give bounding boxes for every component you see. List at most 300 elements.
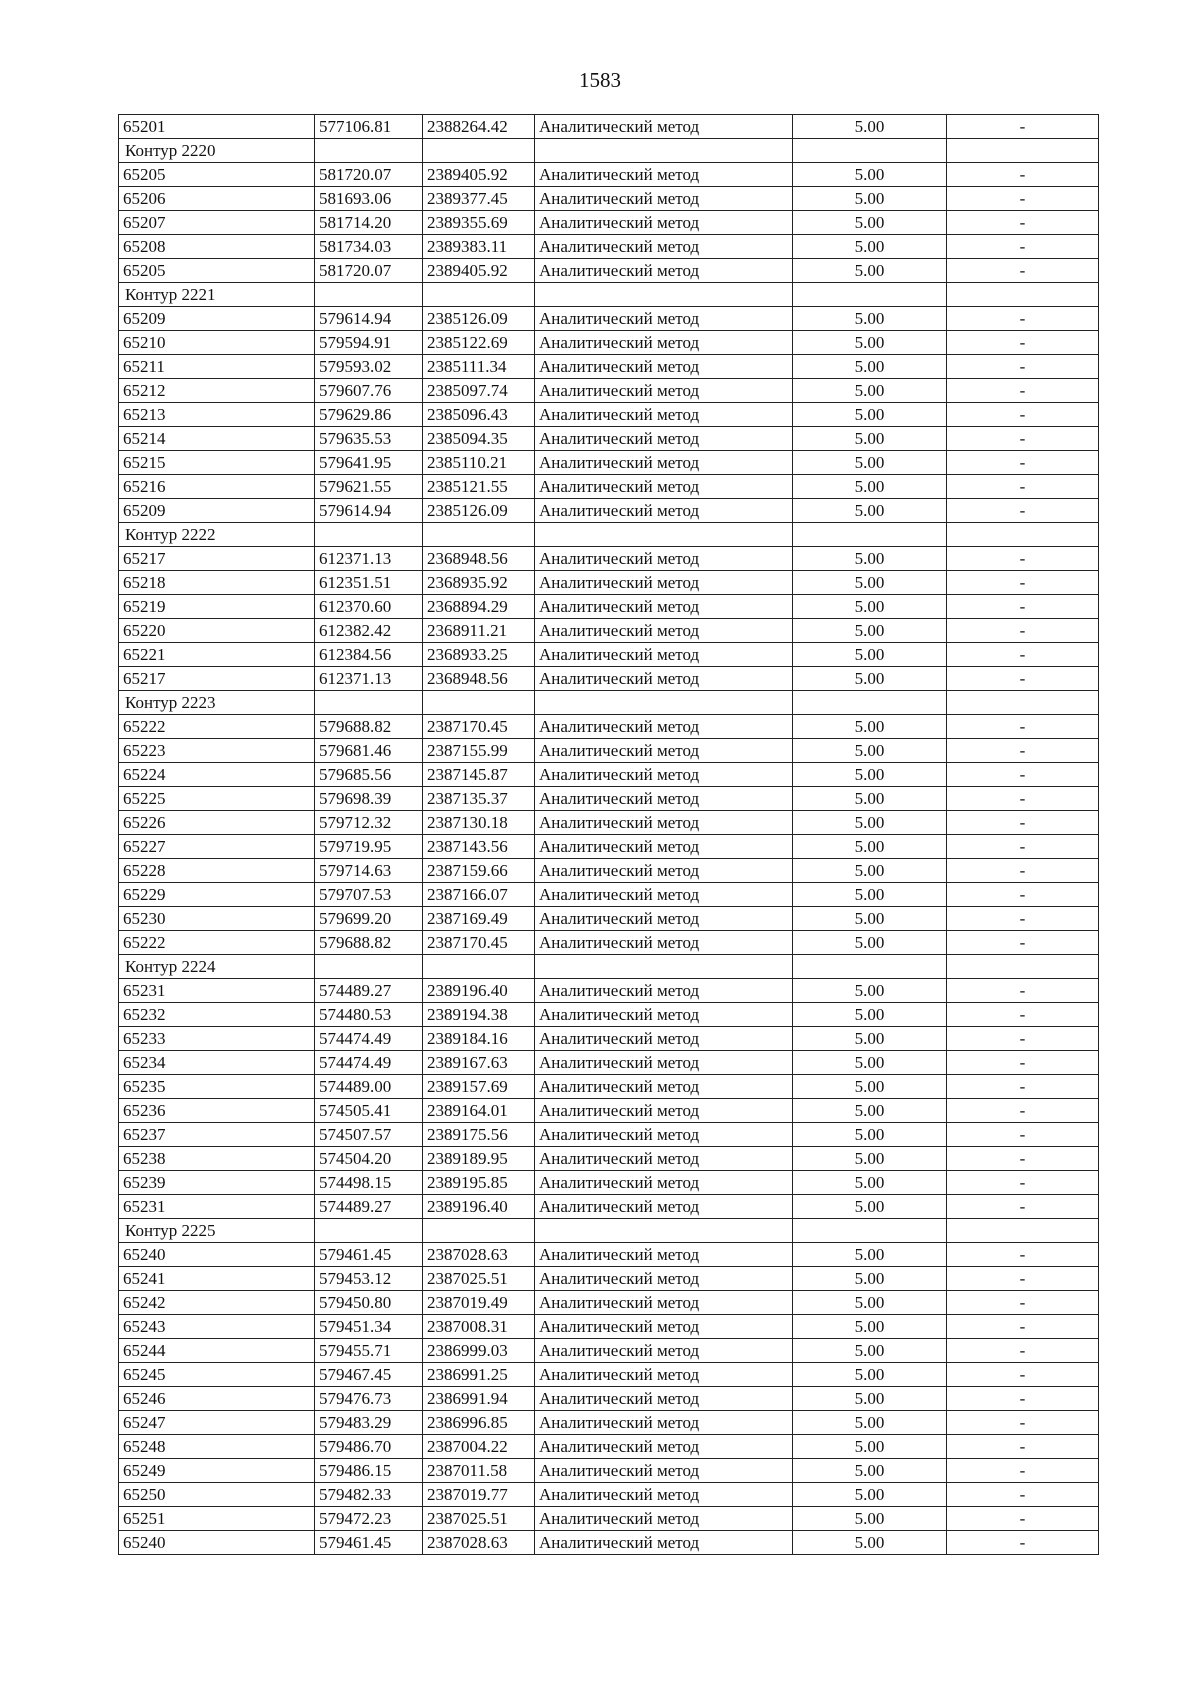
note-cell: - [947, 835, 1099, 859]
y-coordinate-cell: 2385096.43 [423, 403, 535, 427]
error-cell: 5.00 [793, 859, 947, 883]
method-cell: Аналитический метод [535, 355, 793, 379]
error-cell: 5.00 [793, 1339, 947, 1363]
point-id-cell: 65205 [119, 259, 315, 283]
contour-header-row [119, 523, 1099, 547]
note-cell: - [947, 1075, 1099, 1099]
y-coordinate-cell: 2389377.45 [423, 187, 535, 211]
method-cell: Аналитический метод [535, 763, 793, 787]
note-cell: - [947, 211, 1099, 235]
note-cell: - [947, 451, 1099, 475]
x-coordinate-cell: 579483.29 [315, 1411, 423, 1435]
x-coordinate-cell: 579719.95 [315, 835, 423, 859]
method-cell: Аналитический метод [535, 1099, 793, 1123]
y-coordinate-cell: 2387019.49 [423, 1291, 535, 1315]
x-coordinate-cell: 579688.82 [315, 715, 423, 739]
contour-header-row [119, 139, 1099, 163]
error-cell: 5.00 [793, 547, 947, 571]
table-row [119, 739, 1099, 763]
error-cell: 5.00 [793, 739, 947, 763]
method-cell: Аналитический метод [535, 571, 793, 595]
empty-cell [947, 955, 1099, 979]
table-row [119, 595, 1099, 619]
empty-cell [793, 283, 947, 307]
method-cell: Аналитический метод [535, 883, 793, 907]
contour-label: Контур 2221 [119, 283, 315, 307]
point-id-cell: 65217 [119, 547, 315, 571]
table-row [119, 1531, 1099, 1555]
table-row [119, 571, 1099, 595]
error-cell: 5.00 [793, 379, 947, 403]
method-cell: Аналитический метод [535, 811, 793, 835]
x-coordinate-cell: 574498.15 [315, 1171, 423, 1195]
error-cell: 5.00 [793, 1387, 947, 1411]
y-coordinate-cell: 2387155.99 [423, 739, 535, 763]
method-cell: Аналитический метод [535, 1267, 793, 1291]
method-cell: Аналитический метод [535, 835, 793, 859]
table-row [119, 667, 1099, 691]
error-cell: 5.00 [793, 331, 947, 355]
x-coordinate-cell: 579614.94 [315, 307, 423, 331]
error-cell: 5.00 [793, 1291, 947, 1315]
contour-label: Контур 2224 [119, 955, 315, 979]
y-coordinate-cell: 2385110.21 [423, 451, 535, 475]
y-coordinate-cell: 2389196.40 [423, 1195, 535, 1219]
x-coordinate-cell: 579712.32 [315, 811, 423, 835]
note-cell: - [947, 427, 1099, 451]
note-cell: - [947, 595, 1099, 619]
point-id-cell: 65236 [119, 1099, 315, 1123]
note-cell: - [947, 235, 1099, 259]
y-coordinate-cell: 2387135.37 [423, 787, 535, 811]
x-coordinate-cell: 612382.42 [315, 619, 423, 643]
error-cell: 5.00 [793, 1003, 947, 1027]
y-coordinate-cell: 2387008.31 [423, 1315, 535, 1339]
y-coordinate-cell: 2368948.56 [423, 667, 535, 691]
table-row [119, 715, 1099, 739]
empty-cell [315, 283, 423, 307]
table-row [119, 1147, 1099, 1171]
error-cell: 5.00 [793, 1051, 947, 1075]
note-cell: - [947, 979, 1099, 1003]
empty-cell [423, 523, 535, 547]
table-row [119, 235, 1099, 259]
empty-cell [315, 691, 423, 715]
x-coordinate-cell: 581720.07 [315, 259, 423, 283]
contour-label: Контур 2220 [119, 139, 315, 163]
note-cell: - [947, 883, 1099, 907]
error-cell: 5.00 [793, 307, 947, 331]
table-row [119, 979, 1099, 1003]
x-coordinate-cell: 579593.02 [315, 355, 423, 379]
point-id-cell: 65226 [119, 811, 315, 835]
empty-cell [535, 691, 793, 715]
x-coordinate-cell: 579635.53 [315, 427, 423, 451]
x-coordinate-cell: 581693.06 [315, 187, 423, 211]
error-cell: 5.00 [793, 931, 947, 955]
method-cell: Аналитический метод [535, 1075, 793, 1099]
empty-cell [423, 691, 535, 715]
empty-cell [315, 955, 423, 979]
error-cell: 5.00 [793, 811, 947, 835]
x-coordinate-cell: 579461.45 [315, 1243, 423, 1267]
error-cell: 5.00 [793, 619, 947, 643]
empty-cell [535, 955, 793, 979]
point-id-cell: 65217 [119, 667, 315, 691]
empty-cell [793, 139, 947, 163]
method-cell: Аналитический метод [535, 403, 793, 427]
point-id-cell: 65230 [119, 907, 315, 931]
empty-cell [423, 1219, 535, 1243]
y-coordinate-cell: 2389405.92 [423, 259, 535, 283]
x-coordinate-cell: 581714.20 [315, 211, 423, 235]
x-coordinate-cell: 579594.91 [315, 331, 423, 355]
table-row [119, 1123, 1099, 1147]
empty-cell [535, 523, 793, 547]
method-cell: Аналитический метод [535, 643, 793, 667]
note-cell: - [947, 1507, 1099, 1531]
empty-cell [793, 955, 947, 979]
error-cell: 5.00 [793, 763, 947, 787]
table-row [119, 1027, 1099, 1051]
error-cell: 5.00 [793, 1315, 947, 1339]
note-cell: - [947, 1267, 1099, 1291]
table-row [119, 1459, 1099, 1483]
note-cell: - [947, 499, 1099, 523]
x-coordinate-cell: 574507.57 [315, 1123, 423, 1147]
table-row [119, 931, 1099, 955]
y-coordinate-cell: 2385111.34 [423, 355, 535, 379]
x-coordinate-cell: 579486.70 [315, 1435, 423, 1459]
note-cell: - [947, 571, 1099, 595]
table-row [119, 163, 1099, 187]
x-coordinate-cell: 579699.20 [315, 907, 423, 931]
empty-cell [423, 139, 535, 163]
error-cell: 5.00 [793, 667, 947, 691]
x-coordinate-cell: 579461.45 [315, 1531, 423, 1555]
error-cell: 5.00 [793, 643, 947, 667]
empty-cell [315, 1219, 423, 1243]
x-coordinate-cell: 574480.53 [315, 1003, 423, 1027]
table-row [119, 379, 1099, 403]
note-cell: - [947, 331, 1099, 355]
point-id-cell: 65219 [119, 595, 315, 619]
error-cell: 5.00 [793, 1147, 947, 1171]
note-cell: - [947, 1435, 1099, 1459]
point-id-cell: 65213 [119, 403, 315, 427]
y-coordinate-cell: 2387028.63 [423, 1243, 535, 1267]
note-cell: - [947, 403, 1099, 427]
point-id-cell: 65242 [119, 1291, 315, 1315]
x-coordinate-cell: 574489.00 [315, 1075, 423, 1099]
y-coordinate-cell: 2389164.01 [423, 1099, 535, 1123]
table-row [119, 1267, 1099, 1291]
point-id-cell: 65216 [119, 475, 315, 499]
point-id-cell: 65209 [119, 499, 315, 523]
x-coordinate-cell: 574474.49 [315, 1027, 423, 1051]
error-cell: 5.00 [793, 835, 947, 859]
table-row [119, 811, 1099, 835]
contour-header-row [119, 283, 1099, 307]
point-id-cell: 65237 [119, 1123, 315, 1147]
contour-label: Контур 2223 [119, 691, 315, 715]
method-cell: Аналитический метод [535, 1387, 793, 1411]
table-row [119, 427, 1099, 451]
y-coordinate-cell: 2387159.66 [423, 859, 535, 883]
method-cell: Аналитический метод [535, 739, 793, 763]
method-cell: Аналитический метод [535, 1459, 793, 1483]
point-id-cell: 65245 [119, 1363, 315, 1387]
empty-cell [315, 523, 423, 547]
error-cell: 5.00 [793, 1363, 947, 1387]
note-cell: - [947, 1003, 1099, 1027]
point-id-cell: 65221 [119, 643, 315, 667]
x-coordinate-cell: 579714.63 [315, 859, 423, 883]
error-cell: 5.00 [793, 1027, 947, 1051]
method-cell: Аналитический метод [535, 1123, 793, 1147]
x-coordinate-cell: 579486.15 [315, 1459, 423, 1483]
empty-cell [947, 691, 1099, 715]
point-id-cell: 65250 [119, 1483, 315, 1507]
y-coordinate-cell: 2387166.07 [423, 883, 535, 907]
point-id-cell: 65224 [119, 763, 315, 787]
y-coordinate-cell: 2389184.16 [423, 1027, 535, 1051]
method-cell: Аналитический метод [535, 931, 793, 955]
point-id-cell: 65248 [119, 1435, 315, 1459]
y-coordinate-cell: 2387170.45 [423, 715, 535, 739]
point-id-cell: 65222 [119, 715, 315, 739]
note-cell: - [947, 1339, 1099, 1363]
table-row [119, 403, 1099, 427]
x-coordinate-cell: 581720.07 [315, 163, 423, 187]
method-cell: Аналитический метод [535, 1339, 793, 1363]
x-coordinate-cell: 579607.76 [315, 379, 423, 403]
point-id-cell: 65251 [119, 1507, 315, 1531]
point-id-cell: 65241 [119, 1267, 315, 1291]
error-cell: 5.00 [793, 1435, 947, 1459]
point-id-cell: 65206 [119, 187, 315, 211]
note-cell: - [947, 1195, 1099, 1219]
point-id-cell: 65223 [119, 739, 315, 763]
coordinates-table-body [119, 115, 1099, 1555]
y-coordinate-cell: 2385122.69 [423, 331, 535, 355]
method-cell: Аналитический метод [535, 1051, 793, 1075]
note-cell: - [947, 1291, 1099, 1315]
point-id-cell: 65214 [119, 427, 315, 451]
table-row [119, 115, 1099, 139]
y-coordinate-cell: 2387025.51 [423, 1507, 535, 1531]
method-cell: Аналитический метод [535, 211, 793, 235]
table-row [119, 883, 1099, 907]
note-cell: - [947, 355, 1099, 379]
error-cell: 5.00 [793, 499, 947, 523]
x-coordinate-cell: 577106.81 [315, 115, 423, 139]
x-coordinate-cell: 579681.46 [315, 739, 423, 763]
error-cell: 5.00 [793, 1267, 947, 1291]
x-coordinate-cell: 612370.60 [315, 595, 423, 619]
error-cell: 5.00 [793, 115, 947, 139]
y-coordinate-cell: 2385121.55 [423, 475, 535, 499]
contour-header-row [119, 691, 1099, 715]
table-row [119, 787, 1099, 811]
table-row [119, 907, 1099, 931]
point-id-cell: 65209 [119, 307, 315, 331]
method-cell: Аналитический метод [535, 1003, 793, 1027]
method-cell: Аналитический метод [535, 1411, 793, 1435]
x-coordinate-cell: 579467.45 [315, 1363, 423, 1387]
x-coordinate-cell: 579641.95 [315, 451, 423, 475]
point-id-cell: 65201 [119, 115, 315, 139]
error-cell: 5.00 [793, 595, 947, 619]
y-coordinate-cell: 2368933.25 [423, 643, 535, 667]
x-coordinate-cell: 579685.56 [315, 763, 423, 787]
y-coordinate-cell: 2389383.11 [423, 235, 535, 259]
y-coordinate-cell: 2368911.21 [423, 619, 535, 643]
point-id-cell: 65235 [119, 1075, 315, 1099]
error-cell: 5.00 [793, 787, 947, 811]
method-cell: Аналитический метод [535, 1315, 793, 1339]
note-cell: - [947, 307, 1099, 331]
method-cell: Аналитический метод [535, 1171, 793, 1195]
contour-header-row [119, 955, 1099, 979]
error-cell: 5.00 [793, 1507, 947, 1531]
point-id-cell: 65234 [119, 1051, 315, 1075]
error-cell: 5.00 [793, 1243, 947, 1267]
error-cell: 5.00 [793, 403, 947, 427]
error-cell: 5.00 [793, 1075, 947, 1099]
method-cell: Аналитический метод [535, 115, 793, 139]
method-cell: Аналитический метод [535, 907, 793, 931]
error-cell: 5.00 [793, 259, 947, 283]
table-row [119, 355, 1099, 379]
note-cell: - [947, 619, 1099, 643]
error-cell: 5.00 [793, 1171, 947, 1195]
note-cell: - [947, 643, 1099, 667]
note-cell: - [947, 1531, 1099, 1555]
method-cell: Аналитический метод [535, 475, 793, 499]
note-cell: - [947, 1243, 1099, 1267]
x-coordinate-cell: 579450.80 [315, 1291, 423, 1315]
y-coordinate-cell: 2387130.18 [423, 811, 535, 835]
note-cell: - [947, 1483, 1099, 1507]
note-cell: - [947, 667, 1099, 691]
note-cell: - [947, 1315, 1099, 1339]
point-id-cell: 65228 [119, 859, 315, 883]
x-coordinate-cell: 612371.13 [315, 667, 423, 691]
empty-cell [793, 523, 947, 547]
point-id-cell: 65229 [119, 883, 315, 907]
x-coordinate-cell: 579621.55 [315, 475, 423, 499]
note-cell: - [947, 379, 1099, 403]
method-cell: Аналитический метод [535, 619, 793, 643]
y-coordinate-cell: 2389167.63 [423, 1051, 535, 1075]
table-row [119, 451, 1099, 475]
x-coordinate-cell: 612384.56 [315, 643, 423, 667]
point-id-cell: 65222 [119, 931, 315, 955]
error-cell: 5.00 [793, 715, 947, 739]
note-cell: - [947, 475, 1099, 499]
error-cell: 5.00 [793, 475, 947, 499]
y-coordinate-cell: 2385094.35 [423, 427, 535, 451]
error-cell: 5.00 [793, 163, 947, 187]
note-cell: - [947, 1147, 1099, 1171]
x-coordinate-cell: 574504.20 [315, 1147, 423, 1171]
empty-cell [947, 523, 1099, 547]
table-row [119, 1339, 1099, 1363]
y-coordinate-cell: 2389157.69 [423, 1075, 535, 1099]
point-id-cell: 65249 [119, 1459, 315, 1483]
empty-cell [793, 691, 947, 715]
error-cell: 5.00 [793, 571, 947, 595]
y-coordinate-cell: 2389355.69 [423, 211, 535, 235]
page-number: 1583 [579, 68, 621, 92]
note-cell: - [947, 1171, 1099, 1195]
table-row [119, 547, 1099, 571]
table-row [119, 1483, 1099, 1507]
x-coordinate-cell: 579698.39 [315, 787, 423, 811]
y-coordinate-cell: 2386996.85 [423, 1411, 535, 1435]
empty-cell [535, 283, 793, 307]
note-cell: - [947, 763, 1099, 787]
y-coordinate-cell: 2389189.95 [423, 1147, 535, 1171]
table-row [119, 475, 1099, 499]
error-cell: 5.00 [793, 451, 947, 475]
point-id-cell: 65232 [119, 1003, 315, 1027]
y-coordinate-cell: 2368894.29 [423, 595, 535, 619]
table-row [119, 1171, 1099, 1195]
x-coordinate-cell: 612371.13 [315, 547, 423, 571]
note-cell: - [947, 1459, 1099, 1483]
method-cell: Аналитический метод [535, 1195, 793, 1219]
table-row [119, 1411, 1099, 1435]
table-row [119, 1243, 1099, 1267]
table-row [119, 307, 1099, 331]
method-cell: Аналитический метод [535, 1435, 793, 1459]
x-coordinate-cell: 574489.27 [315, 979, 423, 1003]
note-cell: - [947, 739, 1099, 763]
table-row [119, 1003, 1099, 1027]
y-coordinate-cell: 2387004.22 [423, 1435, 535, 1459]
y-coordinate-cell: 2386991.94 [423, 1387, 535, 1411]
method-cell: Аналитический метод [535, 235, 793, 259]
point-id-cell: 65239 [119, 1171, 315, 1195]
point-id-cell: 65240 [119, 1531, 315, 1555]
table-row [119, 259, 1099, 283]
method-cell: Аналитический метод [535, 379, 793, 403]
table-row [119, 1195, 1099, 1219]
method-cell: Аналитический метод [535, 1027, 793, 1051]
point-id-cell: 65215 [119, 451, 315, 475]
error-cell: 5.00 [793, 907, 947, 931]
method-cell: Аналитический метод [535, 1147, 793, 1171]
point-id-cell: 65218 [119, 571, 315, 595]
note-cell: - [947, 163, 1099, 187]
x-coordinate-cell: 612351.51 [315, 571, 423, 595]
method-cell: Аналитический метод [535, 331, 793, 355]
error-cell: 5.00 [793, 979, 947, 1003]
table-row [119, 499, 1099, 523]
point-id-cell: 65220 [119, 619, 315, 643]
error-cell: 5.00 [793, 883, 947, 907]
note-cell: - [947, 1411, 1099, 1435]
point-id-cell: 65225 [119, 787, 315, 811]
method-cell: Аналитический метод [535, 547, 793, 571]
x-coordinate-cell: 579453.12 [315, 1267, 423, 1291]
y-coordinate-cell: 2387169.49 [423, 907, 535, 931]
point-id-cell: 65210 [119, 331, 315, 355]
error-cell: 5.00 [793, 235, 947, 259]
x-coordinate-cell: 579455.71 [315, 1339, 423, 1363]
